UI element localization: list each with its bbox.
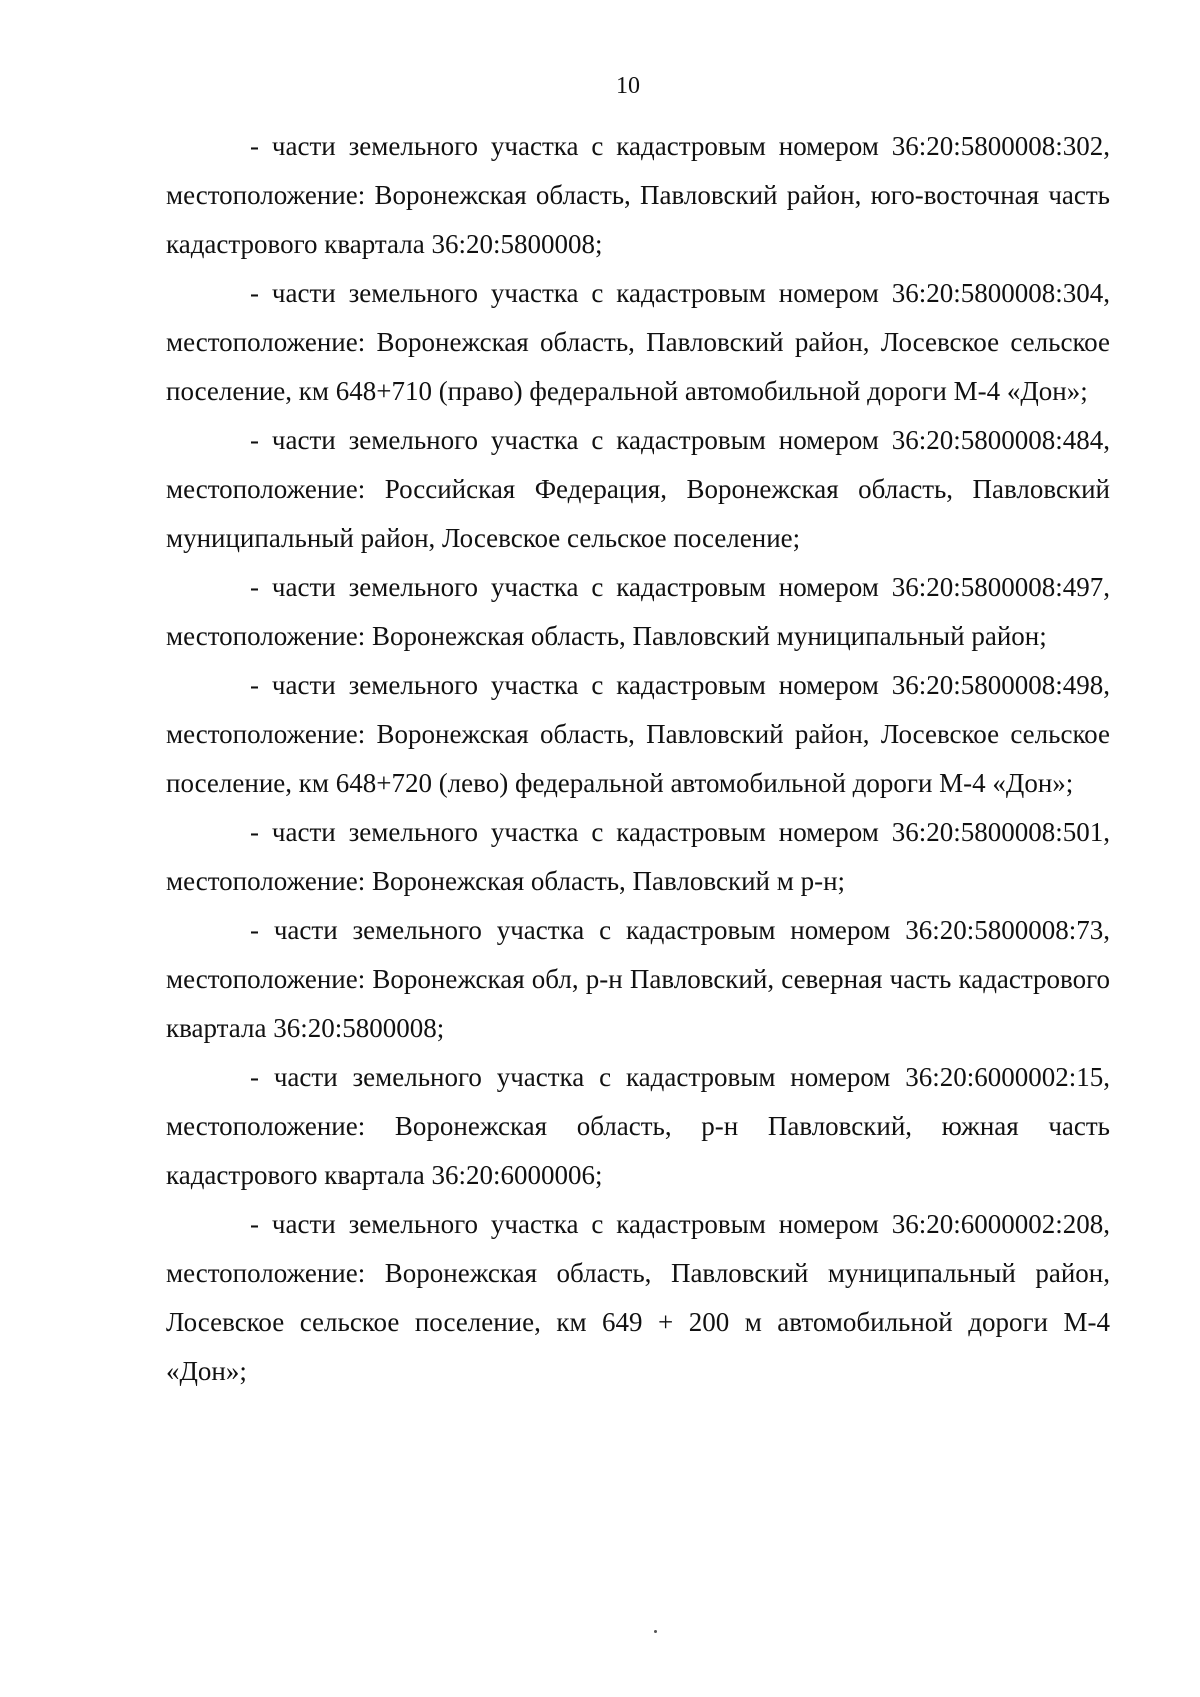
list-item: - части земельного участка с кадастровым номером 36:20:5800008:73, местоположение: Воронежская обл, р-н Павловский, северная часть кадастрового квартала 36:20:5800008; — [166, 915, 1110, 1043]
list-item: - части земельного участка с кадастровым номером 36:20:5800008:484, местоположение: Российская Федерация, Воронежская область, Павловский муниципальный район, Лосевское сельское поселение; — [166, 425, 1110, 553]
scan-speck — [654, 1630, 657, 1633]
list-item: - части земельного участка с кадастровым номером 36:20:5800008:497, местоположение: Воронежская область, Павловский муниципальный район; — [166, 572, 1110, 651]
list-item: - части земельного участка с кадастровым номером 36:20:5800008:302, местоположение: Воронежская область, Павловский район, юго-восточная часть кадастрового квартала 36:20:5800008; — [166, 131, 1110, 259]
list-item: - части земельного участка с кадастровым номером 36:20:6000002:15, местоположение: Воронежская область, р-н Павловский, южная часть кадастрового квартала 36:20:6000006; — [166, 1062, 1110, 1190]
entry-list — [166, 122, 1110, 1396]
list-item: - части земельного участка с кадастровым номером 36:20:6000002:208, местоположение: Воронежская область, Павловский муниципальный район, Лосевское сельское поселение, км 649 + 200 м автомобильной дороги М-4 «Дон»; — [166, 1209, 1110, 1386]
list-item: - части земельного участка с кадастровым номером 36:20:5800008:498, местоположение: Воронежская область, Павловский район, Лосевское сельское поселение, км 648+720 (лево) федеральной автомобильной дороги М-4 «Дон»; — [166, 670, 1110, 798]
list-item: - части земельного участка с кадастровым номером 36:20:5800008:304, местоположение: Воронежская область, Павловский район, Лосевское сельское поселение, км 648+710 (право) федеральной автомобильной дороги М-4 «Дон»; — [166, 278, 1110, 406]
list-item: - части земельного участка с кадастровым номером 36:20:5800008:501, местоположение: Воронежская область, Павловский м р-н; — [166, 817, 1110, 896]
page-number: 10 — [616, 73, 640, 99]
